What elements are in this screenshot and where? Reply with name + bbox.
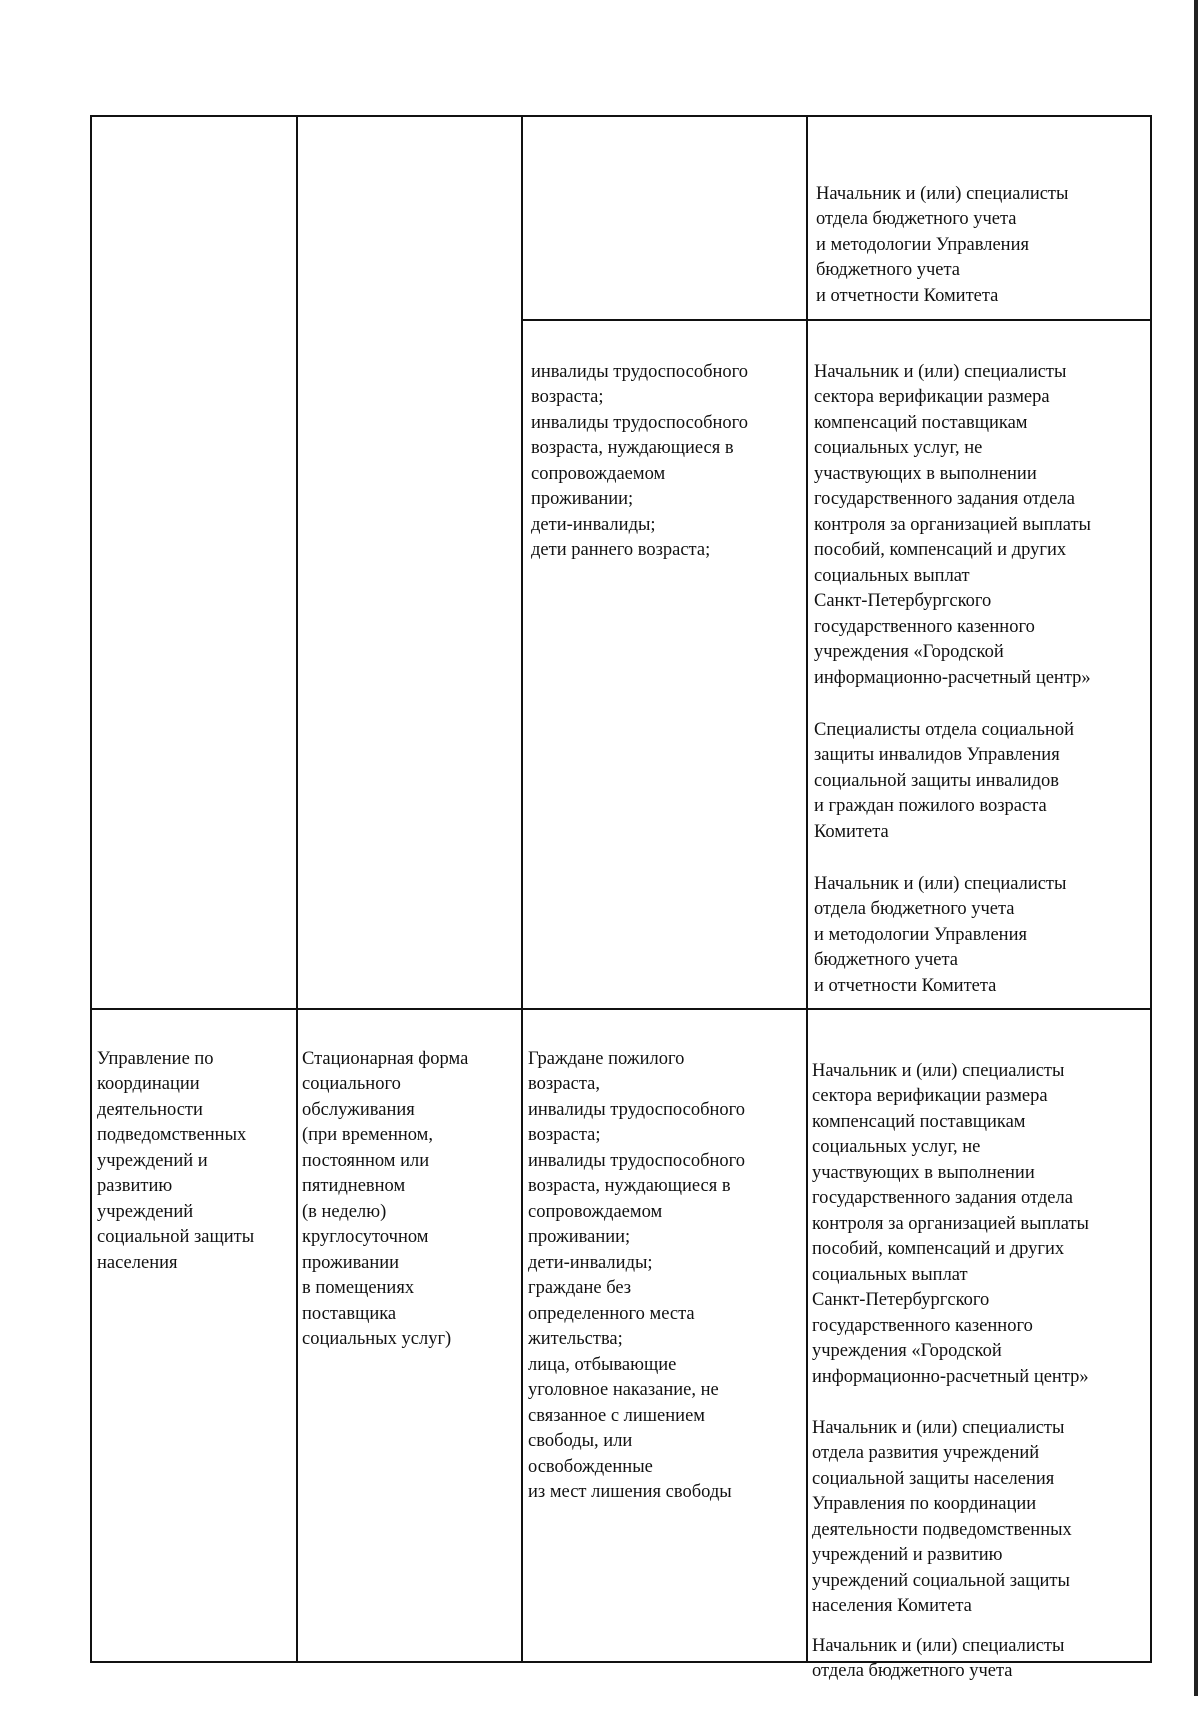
table-cell	[528, 1021, 803, 1531]
service-form-text: Стационарная форма социального обслуживания (при временном, постоянном или пятидневном (в неделю) круглосуточном проживании в помещениях поставщика социальных услуг)	[302, 1048, 469, 1349]
table-cell	[814, 334, 1148, 717]
table-cell	[812, 1390, 1148, 1645]
recipients-text: инвалиды трудоспособного возраста; инвалиды трудоспособного возраста, нуждающиеся в сопровождаемом проживании; дети-инвалиды; дети раннего возраста;	[531, 361, 749, 560]
recipients-text: Граждане пожилого возраста, инвалиды трудоспособного возраста; инвалиды трудоспособного возраста, нуждающиеся в сопровождаемом проживании; дети-инвалиды; граждане без определенного места жительства; лица, отбывающие уголовное наказание, не связанное с лишением свободы, или освобожденные из мест лишения свободы	[528, 1048, 746, 1502]
table-cell	[531, 334, 803, 589]
table-border-right	[1150, 115, 1152, 1663]
responsible-text: Начальник и (или) специалисты сектора верификации размера компенсаций поставщикам социальных услуг, не участвующих в выполнении государственного задания отдела контроля за организацией выплаты пособий, компенсаций и других социальных выплат Санкт-Петербургского государственного казенного учреждения «Городской информационно-расчетный центр»	[812, 1060, 1089, 1387]
responsible-text: Начальник и (или) специалисты сектора верификации размера компенсаций поставщикам социальных услуг, не участвующих в выполнении государственного задания отдела контроля за организацией выплаты пособий, компенсаций и других социальных выплат Санкт-Петербургского государственного казенного учреждения «Городской информационно-расчетный центр»	[814, 361, 1091, 688]
table-cell	[302, 1021, 518, 1378]
table-border-col3	[806, 115, 808, 1663]
table-border-top	[90, 115, 1152, 117]
table-cell	[812, 1608, 1148, 1710]
responsible-text: Начальник и (или) специалисты отдела развития учреждений социальной защиты населения Управления по координации деятельности подведомственных учреждений и развитию учреждений социальной защиты населения Комитета	[812, 1417, 1072, 1616]
department-text: Управление по координации деятельности подведомственных учреждений и развитию учреждений социальной защиты населения	[97, 1048, 255, 1273]
table-border-col1	[296, 115, 298, 1663]
table-cell	[816, 156, 1146, 335]
table-cell	[97, 1021, 293, 1302]
responsible-text: Начальник и (или) специалисты отдела бюджетного учета	[812, 1635, 1065, 1681]
table-border-col2	[521, 115, 523, 1663]
table-cell	[814, 692, 1148, 871]
responsible-text: Специалисты отдела социальной защиты инвалидов Управления социальной защиты инвалидов и граждан пожилого возраста Комитета	[814, 719, 1075, 842]
scan-edge	[1194, 0, 1198, 1696]
table-cell	[814, 846, 1148, 1025]
responsible-text: Начальник и (или) специалисты отдела бюджетного учета и методологии Управления бюджетного учета и отчетности Комитета	[816, 183, 1069, 306]
table-border-left	[90, 115, 92, 1663]
responsible-text: Начальник и (или) специалисты отдела бюджетного учета и методологии Управления бюджетного учета и отчетности Комитета	[814, 873, 1067, 996]
table-cell	[812, 1033, 1148, 1416]
